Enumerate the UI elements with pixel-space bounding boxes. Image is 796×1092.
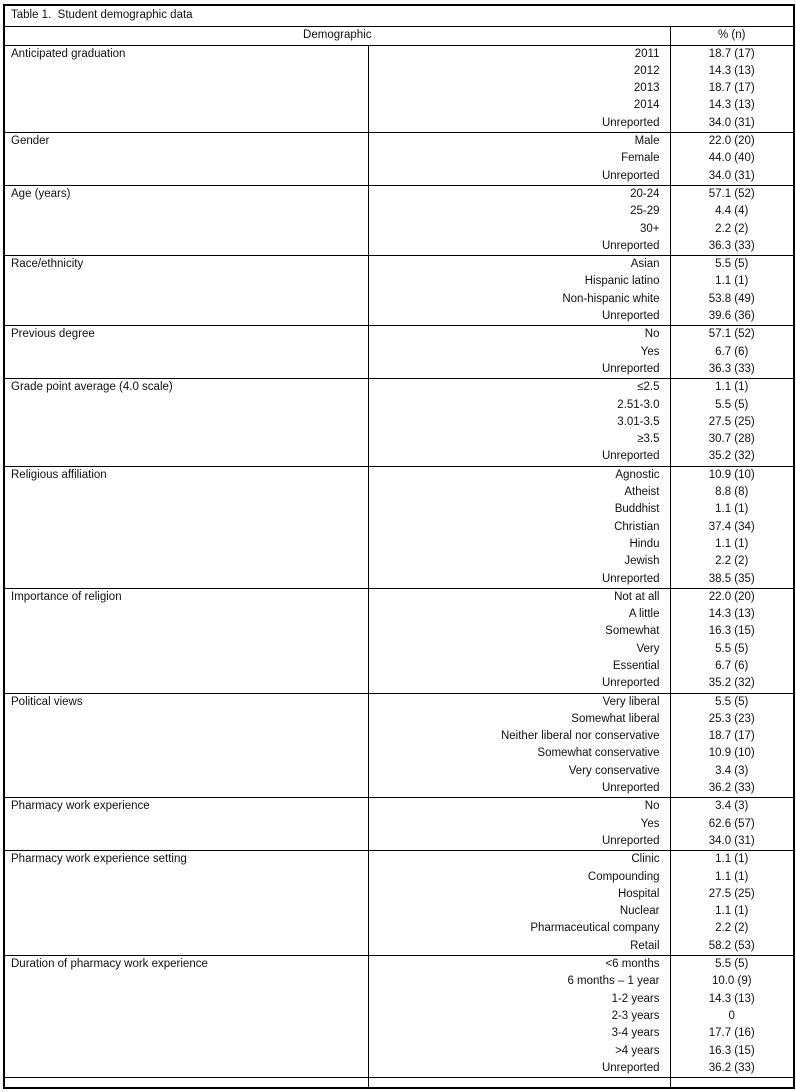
- table-row: [4, 693, 794, 711]
- value-cell: 10.9 (10): [708, 468, 755, 481]
- value-cell: 5.5 (5): [715, 398, 749, 411]
- group-label: Grade point average (4.0 scale): [4, 379, 368, 466]
- value-cell: 10.9 (10): [708, 747, 755, 760]
- value-cell: 1.1 (1): [715, 275, 749, 288]
- table-row: [4, 466, 794, 484]
- category-cell: 2013: [368, 80, 670, 97]
- value-cell: 2.2 (2): [715, 922, 749, 935]
- category-cell: Unreported: [368, 571, 670, 589]
- value-cell: 18.7 (17): [708, 47, 755, 60]
- value-cell: 14.3 (13): [708, 608, 755, 621]
- category-cell: Unreported: [368, 115, 670, 133]
- empty-cell: [670, 1078, 794, 1088]
- category-cell: Agnostic: [368, 466, 670, 484]
- category-cell: Somewhat liberal: [368, 711, 670, 728]
- value-cell: 35.2 (32): [708, 450, 755, 463]
- demographic-group: [4, 798, 794, 851]
- category-cell: 3.01-3.5: [368, 414, 670, 431]
- group-label: Pharmacy work experience setting: [4, 851, 368, 956]
- category-cell: Female: [368, 150, 670, 167]
- value-cell: 14.3 (13): [708, 99, 755, 112]
- demographic-group: [4, 185, 794, 255]
- value-cell: 36.3 (33): [708, 239, 755, 252]
- table-head: [4, 5, 794, 45]
- value-cell: 1.1 (1): [715, 870, 749, 883]
- group-label: Age (years): [4, 185, 368, 255]
- value-cell: 5.5 (5): [715, 642, 749, 655]
- group-label: Gender: [4, 133, 368, 186]
- category-cell: Unreported: [368, 675, 670, 693]
- table-title: Table 1. Student demographic data: [4, 5, 794, 27]
- category-cell: Unreported: [368, 238, 670, 256]
- category-cell: Neither liberal nor conservative: [368, 728, 670, 745]
- category-cell: Unreported: [368, 1060, 670, 1078]
- value-cell: 62.6 (57): [708, 817, 755, 830]
- value-cell: 57.1 (52): [708, 328, 755, 341]
- category-cell: 30+: [368, 221, 670, 238]
- category-cell: Somewhat conservative: [368, 745, 670, 762]
- demographic-group: [4, 693, 794, 798]
- category-cell: No: [368, 798, 670, 816]
- group-label: Race/ethnicity: [4, 256, 368, 326]
- demographic-group: [4, 256, 794, 326]
- group-label: Pharmacy work experience: [4, 798, 368, 851]
- group-label: Duration of pharmacy work experience: [4, 956, 368, 1078]
- category-cell: ≤2.5: [368, 379, 670, 397]
- table-row: [4, 326, 794, 344]
- group-label: Anticipated graduation: [4, 45, 368, 132]
- table-row: [4, 45, 794, 63]
- group-label: Political views: [4, 693, 368, 798]
- value-cell: 1.1 (1): [715, 853, 749, 866]
- category-cell: 3-4 years: [368, 1025, 670, 1042]
- value-cell: 16.3 (15): [708, 625, 755, 638]
- column-header-demographic: Demographic: [4, 27, 670, 45]
- value-cell: 2.2 (2): [715, 555, 749, 568]
- category-cell: 20-24: [368, 185, 670, 203]
- value-cell: 22.0 (20): [708, 590, 755, 603]
- table-row: [4, 798, 794, 816]
- table-row: [4, 1078, 794, 1088]
- category-cell: A little: [368, 606, 670, 623]
- value-cell: 35.2 (32): [708, 677, 755, 690]
- category-cell: Very conservative: [368, 763, 670, 780]
- table-row: [4, 185, 794, 203]
- demographics-table: [3, 4, 795, 1089]
- value-cell: 14.3 (13): [708, 992, 755, 1005]
- value-cell: 53.8 (49): [708, 292, 755, 305]
- value-cell: 5.5 (5): [715, 695, 749, 708]
- value-cell: 3.4 (3): [715, 764, 749, 777]
- category-cell: Unreported: [368, 308, 670, 326]
- category-cell: Atheist: [368, 484, 670, 501]
- category-cell: Essential: [368, 658, 670, 675]
- value-cell: 3.4 (3): [715, 800, 749, 813]
- category-cell: Hospital: [368, 886, 670, 903]
- demographic-group: [4, 588, 794, 693]
- category-cell: 2.51-3.0: [368, 397, 670, 414]
- value-cell: 16.3 (15): [708, 1044, 755, 1057]
- category-cell: 2014: [368, 97, 670, 114]
- value-cell: 38.5 (35): [708, 572, 755, 585]
- category-cell: <6 months: [368, 956, 670, 974]
- value-cell: 34.0 (31): [708, 169, 755, 182]
- category-cell: Unreported: [368, 833, 670, 851]
- value-cell: 1.1 (1): [715, 503, 749, 516]
- value-cell: 22.0 (20): [708, 135, 755, 148]
- category-cell: Nuclear: [368, 903, 670, 920]
- category-cell: 2011: [368, 45, 670, 63]
- value-cell: 37.4 (34): [708, 520, 755, 533]
- value-cell: 27.5 (25): [708, 415, 755, 428]
- category-cell: Hispanic latino: [368, 273, 670, 290]
- value-cell: 14.3 (13): [708, 64, 755, 77]
- demographic-group: [4, 956, 794, 1078]
- category-cell: 25-29: [368, 203, 670, 220]
- table-row: [4, 379, 794, 397]
- value-cell: 18.7 (17): [708, 730, 755, 743]
- demographic-group: [4, 326, 794, 379]
- table-row: [4, 256, 794, 274]
- empty-cell: [368, 1078, 670, 1088]
- demographic-group: [4, 466, 794, 588]
- value-cell: 5.5 (5): [715, 258, 749, 271]
- value-cell: 8.8 (8): [715, 486, 749, 499]
- table-title-row: [4, 5, 794, 27]
- category-cell: Not at all: [368, 588, 670, 606]
- table-row: [4, 851, 794, 869]
- category-cell: Unreported: [368, 168, 670, 186]
- category-cell: >4 years: [368, 1043, 670, 1060]
- value-cell: 4.4 (4): [715, 205, 749, 218]
- category-cell: Unreported: [368, 780, 670, 798]
- value-cell: 0: [728, 1009, 735, 1022]
- value-cell: 10.0 (9): [711, 975, 752, 988]
- value-cell: 1.1 (1): [715, 537, 749, 550]
- table-row: [4, 133, 794, 151]
- category-cell: No: [368, 326, 670, 344]
- demographic-group: [4, 379, 794, 466]
- category-cell: Compounding: [368, 869, 670, 886]
- value-cell: 1.1 (1): [715, 905, 749, 918]
- demographic-group: [4, 133, 794, 186]
- value-cell: 6.7 (6): [715, 659, 749, 672]
- group-label: Previous degree: [4, 326, 368, 379]
- category-cell: Clinic: [368, 851, 670, 869]
- value-cell: 44.0 (40): [708, 152, 755, 165]
- category-cell: Unreported: [368, 448, 670, 466]
- value-cell: 58.2 (53): [708, 939, 755, 952]
- value-cell: 36.3 (33): [708, 362, 755, 375]
- category-cell: Non-hispanic white: [368, 291, 670, 308]
- value-cell: 6.7 (6): [715, 345, 749, 358]
- column-header-percent-n: % (n): [670, 27, 794, 45]
- category-cell: Asian: [368, 256, 670, 274]
- value-cell: 27.5 (25): [708, 887, 755, 900]
- value-cell: 1.1 (1): [715, 381, 749, 394]
- category-cell: Very: [368, 641, 670, 658]
- table-row: [4, 588, 794, 606]
- category-cell: Yes: [368, 344, 670, 361]
- category-cell: Unreported: [368, 361, 670, 379]
- value-cell: 34.0 (31): [708, 834, 755, 847]
- category-cell: 6 months – 1 year: [368, 973, 670, 990]
- category-cell: 2-3 years: [368, 1008, 670, 1025]
- empty-cell: [4, 1078, 368, 1088]
- category-cell: Very liberal: [368, 693, 670, 711]
- group-label: Importance of religion: [4, 588, 368, 693]
- value-cell: 17.7 (16): [708, 1027, 755, 1040]
- category-cell: Pharmaceutical company: [368, 920, 670, 937]
- table-row: [4, 956, 794, 974]
- value-cell: 18.7 (17): [708, 82, 755, 95]
- value-cell: 2.2 (2): [715, 222, 749, 235]
- value-cell: 39.6 (36): [708, 310, 755, 323]
- value-cell: 34.0 (31): [708, 116, 755, 129]
- category-cell: Yes: [368, 816, 670, 833]
- demographic-group: [4, 851, 794, 956]
- table-header-row: [4, 27, 794, 45]
- category-cell: Hindu: [368, 536, 670, 553]
- value-cell: 36.2 (33): [708, 1061, 755, 1074]
- category-cell: Male: [368, 133, 670, 151]
- category-cell: Somewhat: [368, 623, 670, 640]
- value-cell: 30.7 (28): [708, 433, 755, 446]
- value-cell: 57.1 (52): [708, 187, 755, 200]
- category-cell: Christian: [368, 519, 670, 536]
- value-cell: 36.2 (33): [708, 782, 755, 795]
- category-cell: 1-2 years: [368, 991, 670, 1008]
- category-cell: ≥3.5: [368, 431, 670, 448]
- category-cell: 2012: [368, 63, 670, 80]
- category-cell: Buddhist: [368, 501, 670, 518]
- group-label: Religious affiliation: [4, 466, 368, 588]
- value-cell: 25.3 (23): [708, 712, 755, 725]
- category-cell: Jewish: [368, 553, 670, 570]
- category-cell: Retail: [368, 938, 670, 956]
- demographic-group: [4, 45, 794, 132]
- value-cell: 5.5 (5): [715, 958, 749, 971]
- cropped-next-row: [4, 1078, 794, 1088]
